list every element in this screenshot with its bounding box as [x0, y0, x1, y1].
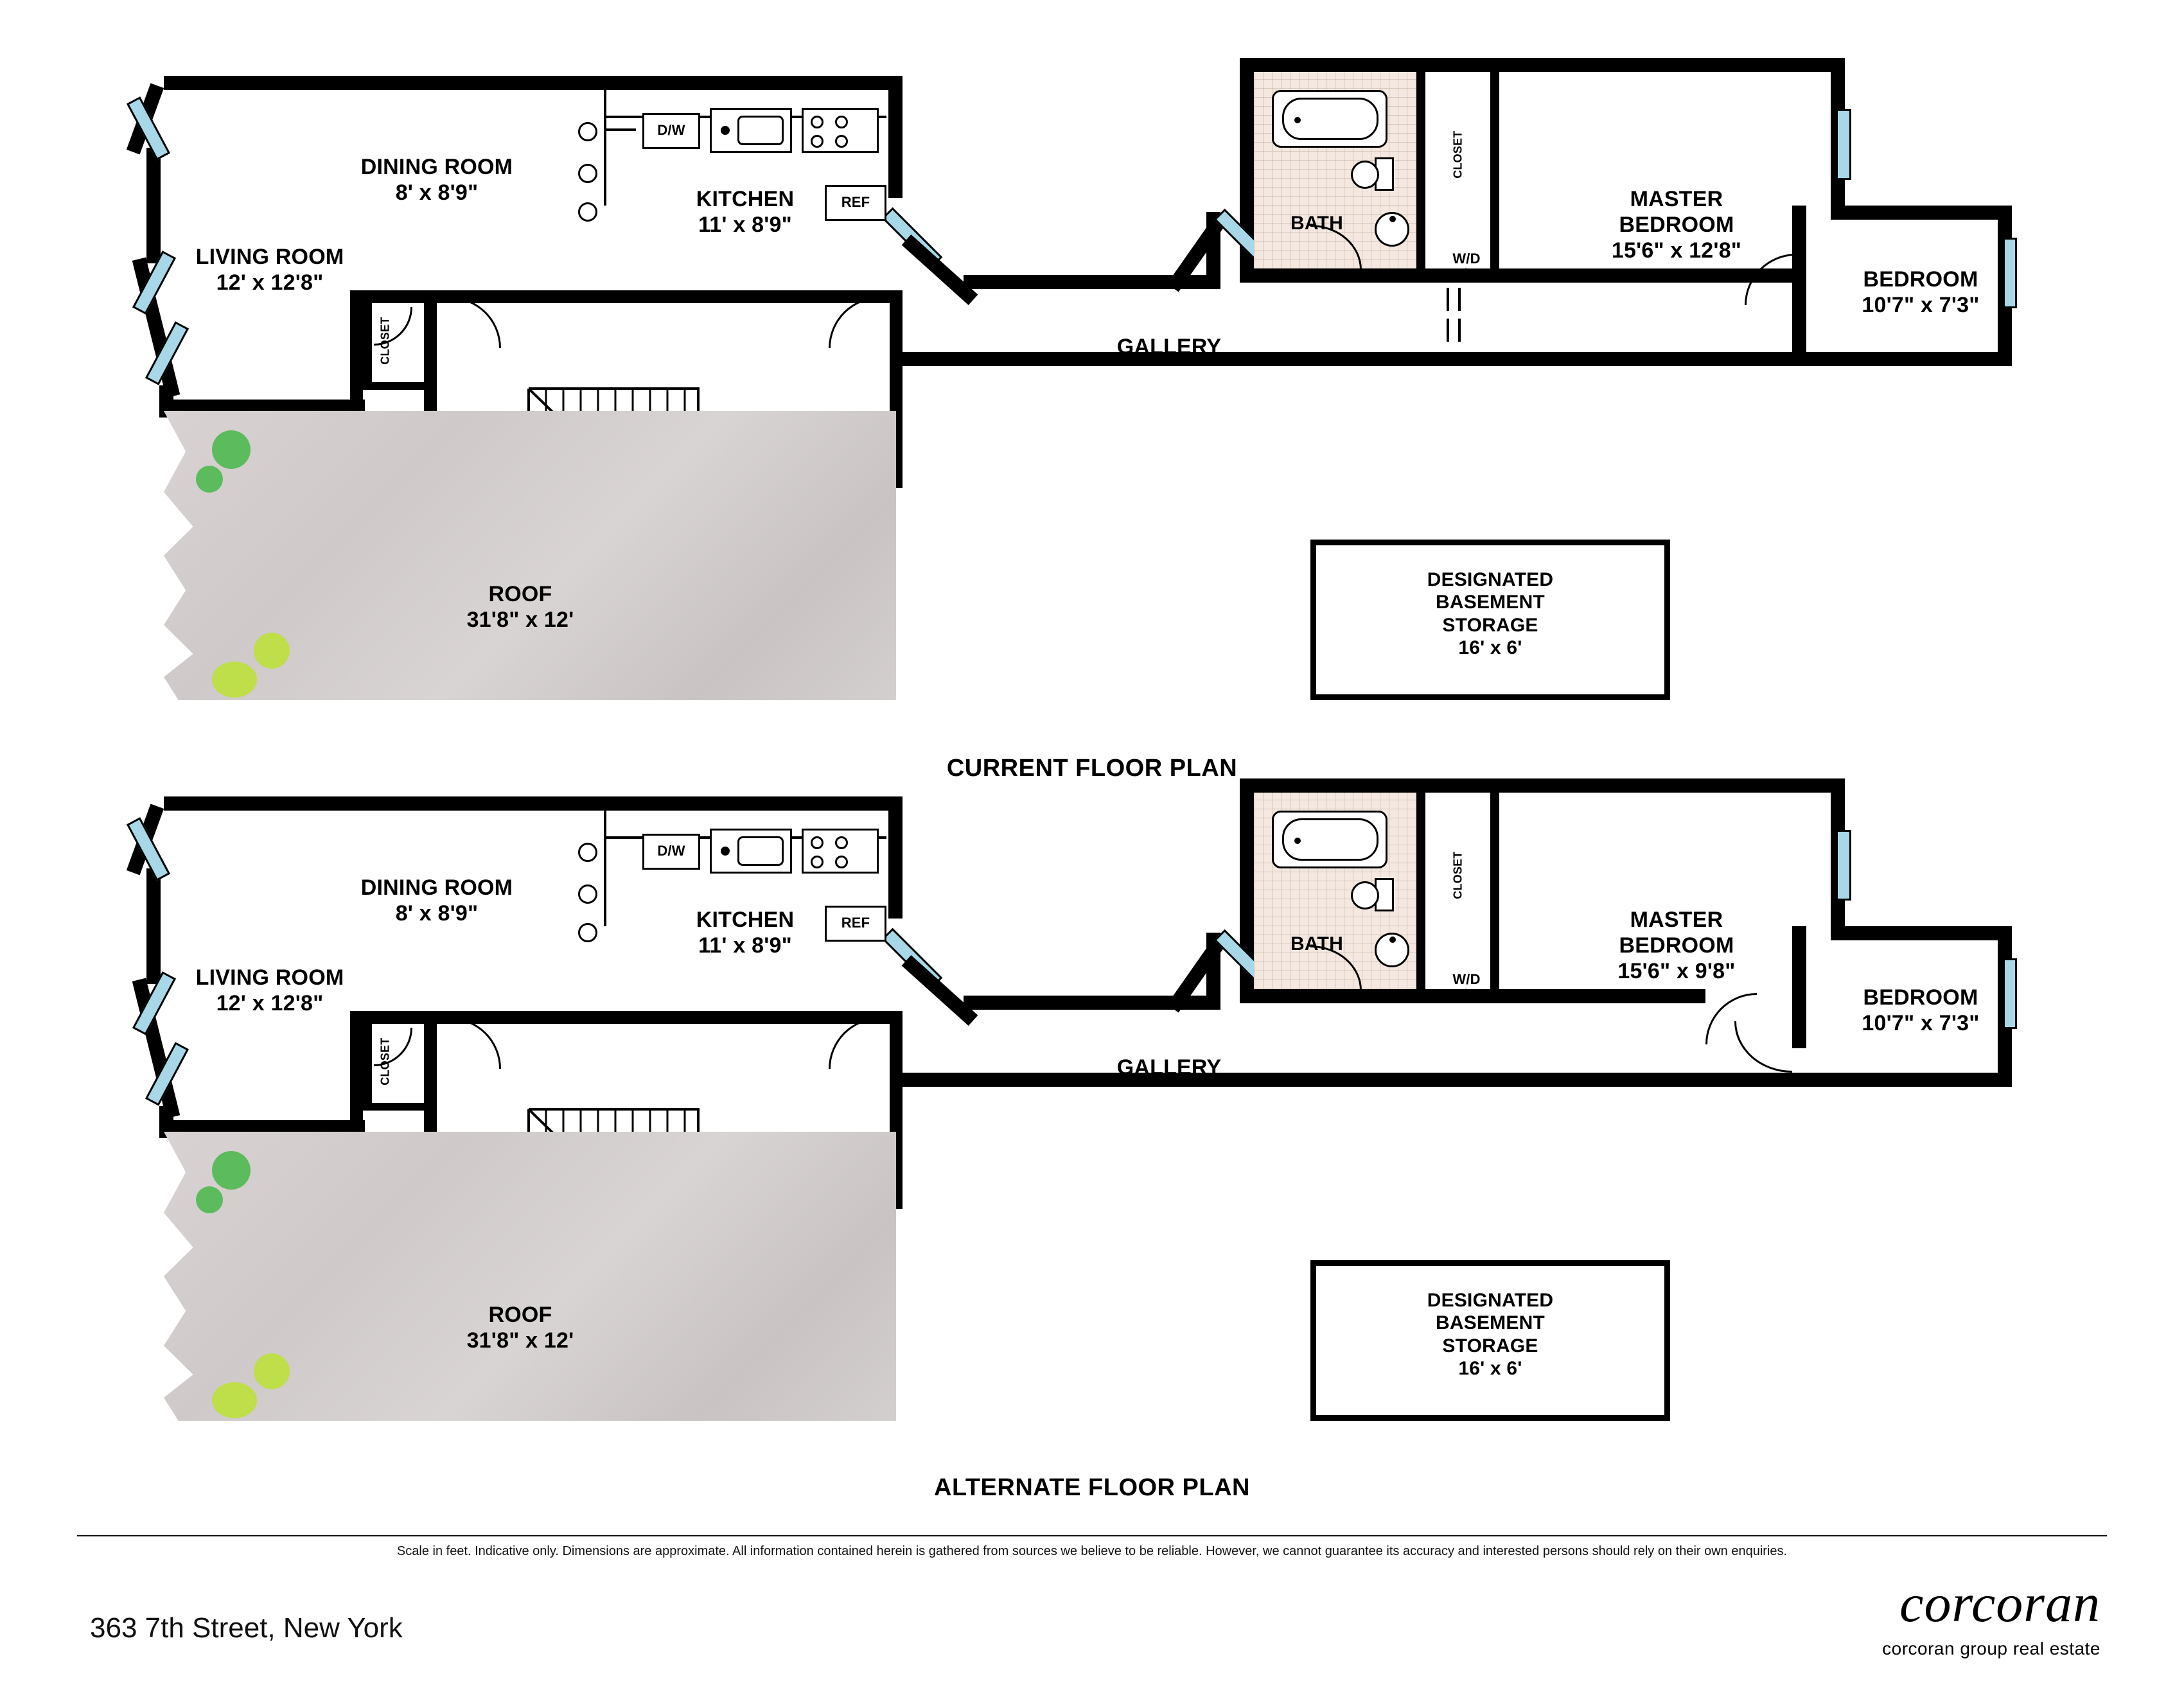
master-bedroom-name-2: BEDROOM [1619, 213, 1734, 238]
bedroom-dim: 10'7" x 7'3" [1862, 293, 1980, 318]
brand-logo [1882, 1574, 2100, 1659]
master-bedroom-name-1-alt: MASTER [1630, 908, 1723, 932]
stool-2-alt [578, 884, 597, 904]
sink-faucet-alt [721, 847, 730, 856]
dining-room-dim: 8' x 8'9" [395, 180, 479, 206]
wall-closet-right-divider [1490, 72, 1499, 277]
stool-3 [578, 202, 597, 222]
bedroom-label-alt [1824, 985, 2017, 1036]
burner-2 [835, 116, 848, 128]
wall-gallery-bottom [890, 352, 1802, 366]
burner-3 [811, 135, 823, 148]
closet-door-left-alt [374, 1028, 412, 1066]
bush-2-alt [196, 1186, 223, 1213]
storage-dim-alt: 16' x 6' [1458, 1358, 1522, 1380]
wall-master-jog-top [1831, 206, 2011, 220]
window-master-right [1836, 109, 1851, 180]
plan-title-current: CURRENT FLOOR PLAN [946, 755, 1238, 782]
wall-kitchen-right [888, 76, 903, 198]
dining-room-dim-alt: 8' x 8'9" [395, 901, 479, 926]
storage-line-1: DESIGNATED [1427, 569, 1554, 590]
kitchen-label [636, 186, 854, 238]
bedroom-label [1824, 267, 2017, 318]
bush-1 [212, 430, 251, 469]
bush-4-alt [212, 1382, 257, 1418]
pocket-door-mark-4 [1458, 319, 1461, 342]
kitchen-counter-vert-alt [604, 811, 606, 926]
bedroom-name: BEDROOM [1863, 267, 1978, 292]
pocket-door-mark-2 [1458, 288, 1461, 311]
master-bedroom-label [1542, 186, 1811, 263]
brand-name: corcoran [1899, 1574, 2100, 1633]
closet-label-left: CLOSET [378, 317, 392, 365]
master-bedroom-dim: 15'6" x 12'8" [1611, 238, 1742, 263]
refrigerator-label-alt: REF [841, 915, 870, 931]
dishwasher-label: D/W [657, 122, 685, 138]
gallery-label-alt: GALLERY [1116, 1055, 1222, 1080]
living-room-label-alt [148, 965, 392, 1016]
dining-room-name: DINING ROOM [360, 155, 513, 179]
wd-label-alt [1431, 971, 1502, 1000]
wall-master-jog-top-alt [1831, 926, 2011, 940]
roof-label-alt [405, 1302, 636, 1353]
wall-closet-right-divider-alt [1490, 793, 1499, 998]
kitchen-label-alt [636, 907, 854, 958]
closet-label-bath-alt: CLOSET [1451, 851, 1465, 899]
door-hall-left-alt [450, 1017, 501, 1069]
living-room-name: LIVING ROOM [195, 245, 344, 269]
wall-jog-diag-alt [902, 955, 978, 1026]
wall-closet-bottom-alt [363, 1103, 427, 1111]
roof-name: ROOF [488, 582, 552, 606]
living-room-dim: 12' x 12'8" [216, 270, 324, 295]
storage-dim: 16' x 6' [1458, 637, 1522, 659]
bush-1-alt [212, 1151, 251, 1190]
kitchen-name-alt: KITCHEN [696, 908, 795, 932]
roof-dim: 31'8" x 12' [466, 608, 574, 633]
sink-faucet [721, 126, 730, 135]
closet-label-bath: CLOSET [1451, 130, 1465, 179]
footer-divider [77, 1535, 2107, 1536]
kitchen-counter-vert [604, 90, 606, 206]
burner-4 [835, 135, 848, 148]
door-hall-right-alt [829, 1017, 880, 1069]
brand-tagline: corcoran group real estate [1882, 1639, 2100, 1658]
dining-room-name-alt: DINING ROOM [360, 875, 513, 900]
wall-jog-diag [902, 234, 978, 305]
disclaimer-text: Scale in feet. Indicative only. Dimensions are approximate. All information contained herein is gathered from sources we believe to be reliable. However, we cannot guarantee its accuracy and interested persons should rely on their own enquiries. [396, 1544, 1788, 1558]
door-hall-right [829, 297, 880, 348]
storage-line-3-alt: STORAGE [1442, 1335, 1538, 1357]
master-bedroom-label-alt [1542, 907, 1811, 984]
wd-text-alt: W/D [1452, 971, 1481, 987]
burner-2-alt [835, 836, 848, 849]
storage-label-alt [1310, 1289, 1670, 1380]
wall-right-top-alt [1240, 778, 1844, 793]
wall-top-left-alt [164, 796, 903, 811]
bush-4 [212, 662, 257, 698]
wd-sub: Hookups [1444, 267, 1489, 278]
wall-right-top [1240, 58, 1844, 72]
bedroom-dim-alt: 10'7" x 7'3" [1862, 1011, 1980, 1036]
wall-master-bottom-left [1500, 268, 1802, 283]
plan-title-alternate: ALTERNATE FLOOR PLAN [934, 1474, 1250, 1501]
bedroom-name-alt: BEDROOM [1863, 985, 1978, 1010]
wall-master-divider-alt [1500, 989, 1705, 1003]
storage-label [1310, 568, 1670, 660]
wd-label [1431, 251, 1502, 279]
sink-basin [737, 116, 784, 145]
wall-top-left [164, 76, 903, 90]
dining-room-label [308, 154, 565, 206]
wall-bath-right-divider [1416, 72, 1425, 277]
kitchen-dim: 11' x 8'9" [698, 213, 792, 238]
storage-line-1-alt: DESIGNATED [1427, 1290, 1554, 1311]
kitchen-dim-alt: 11' x 8'9" [698, 933, 792, 958]
storage-line-2: BASEMENT [1436, 592, 1545, 613]
toilet-bowl [1351, 161, 1379, 189]
living-room-name-alt: LIVING ROOM [195, 965, 344, 990]
bath-sink-faucet [1389, 216, 1396, 222]
burner-1-alt [811, 836, 823, 849]
wd-text: W/D [1452, 251, 1481, 267]
bush-3 [254, 633, 290, 669]
living-room-label [148, 244, 392, 295]
closet-door-left [374, 307, 412, 346]
bush-2 [196, 466, 223, 493]
toilet-bowl-alt [1351, 881, 1379, 910]
window-master-right-alt [1836, 830, 1851, 901]
stool-1-alt [578, 843, 597, 862]
wall-living-right [350, 290, 363, 412]
dishwasher-label-alt: D/W [657, 843, 685, 859]
wall-closet-left-alt [363, 1024, 372, 1107]
bath-label: BATH [1290, 213, 1343, 234]
burner-4-alt [835, 856, 848, 868]
wall-kitchen-right-alt [888, 796, 903, 919]
sink-basin-alt [737, 836, 784, 866]
kitchen-name: KITCHEN [696, 187, 795, 211]
gallery-label: GALLERY [1116, 335, 1222, 359]
burner-1 [811, 116, 823, 128]
stool-2 [578, 164, 597, 183]
door-hall-left [450, 297, 501, 348]
property-address: 363 7th Street, New York [90, 1612, 403, 1644]
pocket-door-mark-3 [1447, 319, 1449, 342]
stool-1 [578, 122, 597, 141]
wall-bath-right-divider-alt [1416, 793, 1425, 998]
bath-label-alt: BATH [1290, 933, 1343, 954]
living-room-dim-alt: 12' x 12'8" [216, 991, 324, 1016]
bush-3-alt [254, 1353, 290, 1389]
refrigerator-label: REF [841, 194, 870, 210]
bath-sink-faucet-alt [1389, 936, 1396, 943]
wall-bedroom-bottom [1792, 352, 2012, 366]
storage-line-2-alt: BASEMENT [1436, 1312, 1545, 1334]
dining-room-label-alt [308, 875, 565, 926]
bathtub-drain [1294, 117, 1301, 123]
wall-closet-bottom [363, 382, 427, 390]
burner-3-alt [811, 856, 823, 868]
roof-name-alt: ROOF [488, 1303, 552, 1327]
master-bedroom-name-1: MASTER [1630, 187, 1723, 211]
wall-living-right-alt [350, 1011, 363, 1133]
pocket-door-mark-1 [1447, 288, 1449, 311]
master-door-alt [1705, 993, 1757, 1044]
wd-sub-alt: Hookups [1444, 987, 1489, 999]
roof-dim-alt: 31'8" x 12' [466, 1328, 574, 1353]
closet-label-left-alt: CLOSET [378, 1037, 392, 1086]
stool-3-alt [578, 923, 597, 942]
wall-closet-left [363, 303, 372, 387]
wall-gallery-bottom-alt [890, 1073, 1802, 1087]
kitchen-counter-top [604, 128, 636, 131]
storage-line-3: STORAGE [1442, 614, 1538, 636]
roof-label [405, 581, 636, 633]
master-bedroom-dim-alt: 15'6" x 9'8" [1617, 959, 1736, 984]
bathtub-drain-alt [1294, 838, 1301, 844]
master-bedroom-name-2-alt: BEDROOM [1619, 933, 1734, 958]
wall-bedroom-bottom-alt [1792, 1073, 2012, 1087]
